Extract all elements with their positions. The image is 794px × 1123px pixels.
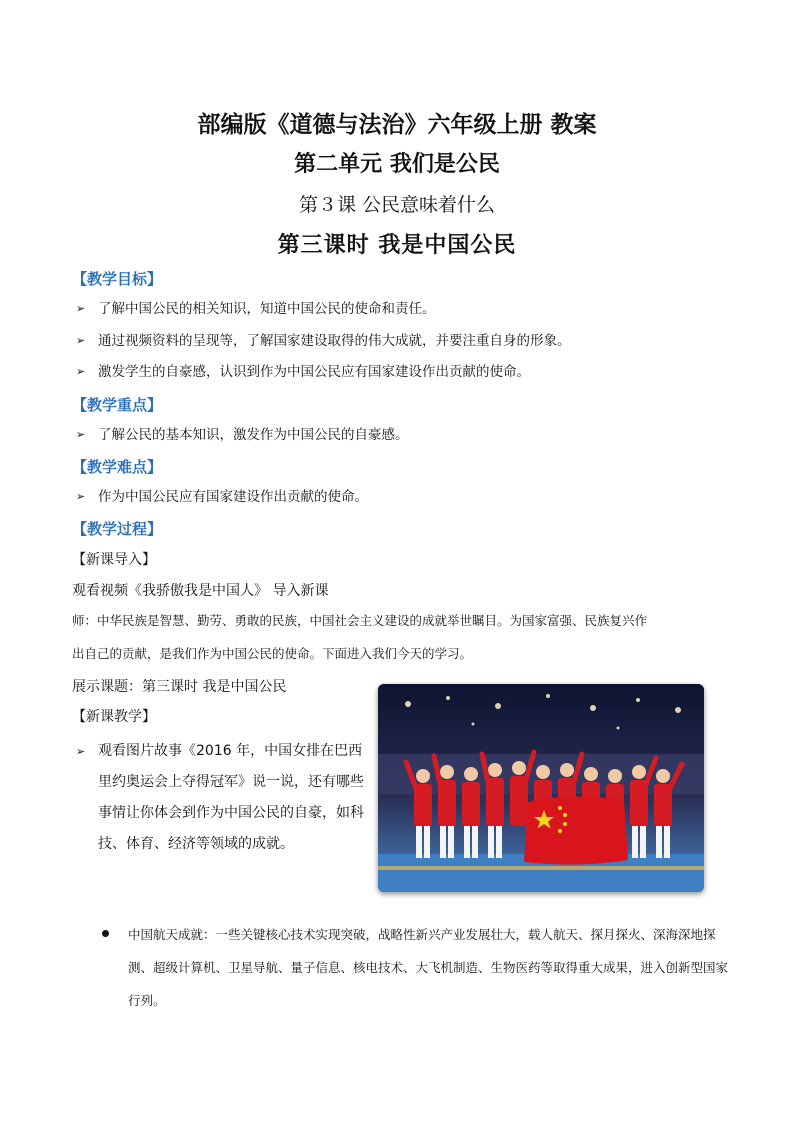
arrowhead-bullet-icon: ➢	[76, 745, 86, 758]
filled-circle-bullet-icon	[102, 930, 109, 937]
teacher-line-2: 出自己的贡献，是我们作为中国公民的使命。下面进入我们今天的学习。	[72, 646, 473, 661]
lesson-title: 第３课 公民意味着什么	[298, 194, 496, 216]
intro-heading: 【新课导入】	[72, 552, 156, 568]
difficulty-heading: 【教学难点】	[72, 458, 163, 476]
volleyball-team-photo	[378, 684, 704, 892]
new-lesson-heading: 【新课教学】	[72, 709, 156, 725]
arrowhead-bullet-icon: ➢	[76, 302, 86, 315]
unit-title: 第二单元 我们是公民	[294, 152, 500, 177]
arrowhead-bullet-icon: ➢	[76, 428, 86, 441]
goals-heading: 【教学目标】	[72, 270, 163, 288]
arrowhead-bullet-icon: ➢	[76, 334, 86, 347]
arrowhead-bullet-icon: ➢	[76, 490, 86, 503]
period-title: 第三课时 我是中国公民	[277, 232, 517, 258]
teacher-line-1: 师：中华民族是智慧、勤劳、勇敢的民族，中国社会主义建设的成就举世瞩目。为国家富强、民族复兴作	[72, 613, 648, 628]
arrowhead-bullet-icon: ➢	[76, 365, 86, 378]
photo-illustration	[378, 684, 704, 892]
document-title: 部编版《道德与法治》六年级上册 教案	[197, 112, 597, 138]
process-heading: 【教学过程】	[72, 520, 163, 538]
intro-line: 观看视频《我骄傲我是中国人》 导入新课	[72, 583, 329, 599]
chinese-flag-icon	[524, 796, 628, 864]
key-heading: 【教学重点】	[72, 396, 163, 414]
topic-line: 展示课题：第三课时 我是中国公民	[72, 679, 287, 695]
